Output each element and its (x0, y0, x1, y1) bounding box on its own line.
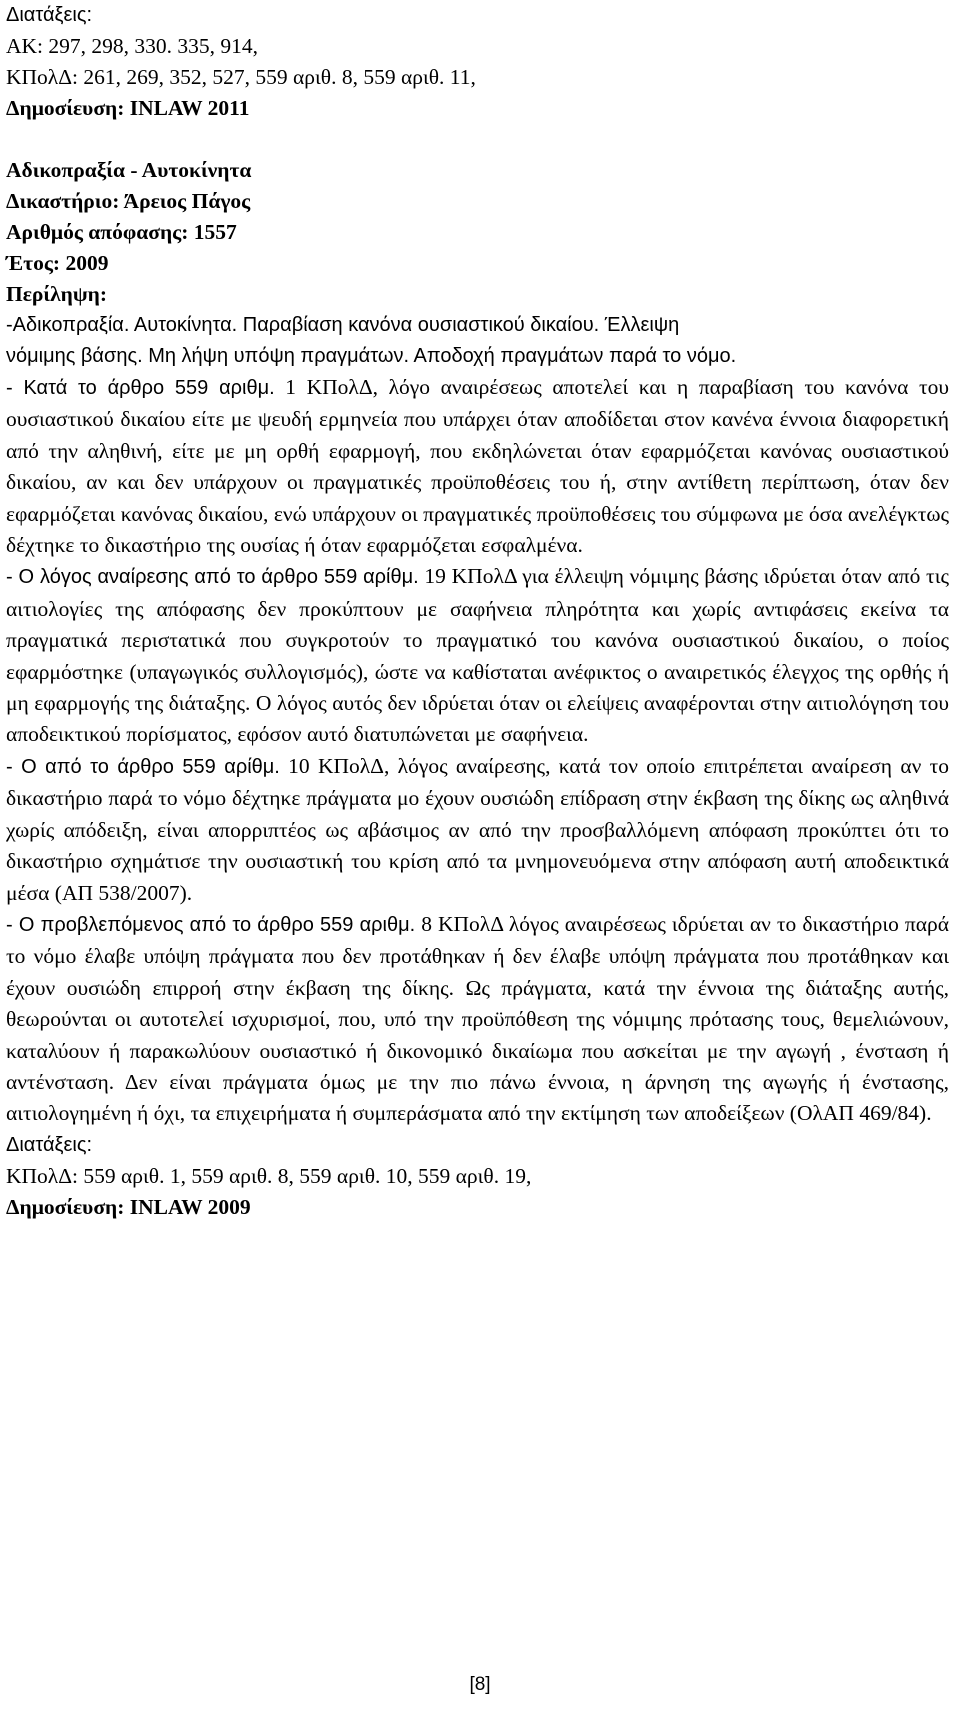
summary-paragraph-3 (6, 751, 949, 909)
summary-paragraph-1 (6, 372, 949, 561)
case-provisions-label: Διατάξεις: (6, 1133, 93, 1156)
paragraph-lead: - Κατά το άρθρο 559 αριθμ. (6, 377, 275, 399)
case-year: Έτος: 2009 (6, 251, 109, 275)
paragraph-text: 1 ΚΠολΔ, λόγο αναιρέσεως αποτελεί και η παραβίαση του κανόνα του ουσιαστικού δικαίου είτε με ψευδή ερμηνεία που υπάρχει όταν αποδίδεται στον κανένα έννοια διαφορετική από την αληθινή, είτε με μη ορθή εφαρμογή, που εκδηλώνεται όταν εφαρμόζεται κανόνας ουσιαστικού δικαίου, αν και δεν υπάρχουν οι πραγματικές προϋποθέσεις του ή, στην αντίθετη περίπτωση, όταν δεν εφαρμόζεται κανόνας δικαίου, ενώ υπάρχουν οι πραγματικές προϋποθέσεις του σύμφωνα με όσα ανελέγκτως δέχτηκε το δικαστήριο της ουσίας ή όταν εφαρμόζεται εσφαλμένα. (6, 375, 949, 558)
summary-paragraph-2 (6, 561, 949, 750)
paragraph-lead: - Ο από το άρθρο 559 αρίθμ. (6, 755, 280, 778)
paragraph-text: 19 ΚΠολΔ για έλλειψη νόμιμης βάσης ιδρύεται όταν από τις αιτιολογίες της απόφασης δεν προκύπτουν με σαφήνεια πληρότητα και χωρίς αντιφάσεις εκείνα τα πραγματικά περιστατικά που συγκροτούν το πραγματικό του κανόνα ουσιαστικού δικαίου, ο ποίος εφαρμόστηκε (υπαγωγικός συλλογισμός), ώστε να καθίσταται ανέφικτος ο αναιρετικός έλεγχος της ορθής ή μη εφαρμογής της διάταξης. Ο λόγος αυτός δεν ιδρύεται όταν οι ελείψεις αναφέρονται στην αιτιολόγηση του αποδεικτικού πορίσματος, εφόσον αυτό διατυπώνεται με σαφήνεια. (6, 564, 949, 747)
case-decision-number: Αριθμός απόφασης: 1557 (6, 220, 237, 244)
case-provisions: ΚΠολΔ: 559 αριθ. 1, 559 αριθ. 8, 559 αριθ. 10, 559 αριθ. 19, (6, 1163, 532, 1188)
case-title: Αδικοπραξία - Αυτοκίνητα (6, 158, 252, 182)
summary-paragraph-4 (6, 909, 949, 1130)
spacer (6, 124, 949, 155)
page-number: [8] (469, 1674, 491, 1695)
summary-intro-line-2: νόμιμης βάσης. Μη λήψη υπόψη πραγμάτων. Αποδοχή πραγμάτων παρά το νόμο. (6, 345, 737, 367)
summary-label: Περίληψη: (6, 282, 108, 306)
summary-intro-line-1: -Αδικοπραξία. Αυτοκίνητα. Παραβίαση κανόνα ουσιαστικού δικαίου. Έλλειψη (6, 314, 680, 336)
case-court: Δικαστήριο: Άρειος Πάγος (6, 189, 251, 213)
document-page (6, 0, 949, 1223)
provisions-kpold: ΚΠολΔ: 261, 269, 352, 527, 559 αριθ. 8, 559 αριθ. 11, (6, 65, 476, 89)
provisions-ak: ΑΚ: 297, 298, 330. 335, 914, (6, 34, 259, 58)
publication-line: Δημοσίευση: INLAW 2011 (6, 96, 250, 120)
provisions-label: Διατάξεις: (6, 4, 93, 26)
paragraph-lead: - Ο λόγος αναίρεσης από το άρθρο 559 αρίθμ. (6, 566, 419, 589)
paragraph-text: 8 ΚΠολΔ λόγος αναιρέσεως ιδρύεται αν το δικαστήριο παρά το νόμο έλαβε υπόψη πράγματα που δεν προτάθηκαν ή δεν έλαβε υπόψη πράγματα που προτάθηκαν και έχουν ουσιώδη επιρροή στην έκβαση της δίκης. Ως πράγματα, κατά την έννοια της διάταξης αυτής, θεωρούνται οι αυτοτελεί ισχυρισμοί, που, υπό την προϋπόθεση της νόμιμης πρότασης τους, θεμελιώνουν, καταλύουν ή παρακωλύουν ουσιαστικό ή δικονομικό δικαίωμα που ασκείται με την αγωγή , ένσταση ή αντένσταση. Δεν είναι πράγματα όμως με την πιο πάνω έννοια, η άρνηση της αγωγής ή ένστασης, αιτιολογημένη ή όχι, τα επιχειρήματα ή συμπεράσματα από την εκτίμηση των αποδείξεων (ΟλΑΠ 469/84). (6, 911, 950, 1126)
paragraph-lead: - Ο προβλεπόμενος από το άρθρο 559 αριθμ. (6, 913, 416, 936)
paragraph-text: 10 ΚΠολΔ, λόγος αναίρεσης, κατά τον οποίο επιτρέπεται αναίρεση αν το δικαστήριο παρά το νόμο δέχτηκε πράγματα μο έχουν ουσιώδη επίδραση στην έκβαση της δίκης ως αληθινά χωρίς απόδειξη, είναι απορριπτέος ως αβάσιμος αν από την προσβαλλόμενη απόφαση προκύπτει ότι το δικαστήριο σχημάτισε την ουσιαστική του κρίση από τα μνημονευόμενα στην απόφαση αυτή αποδεικτικά μέσα (ΑΠ 538/2007). (6, 753, 949, 905)
case-publication: Δημοσίευση: INLAW 2009 (6, 1194, 251, 1219)
